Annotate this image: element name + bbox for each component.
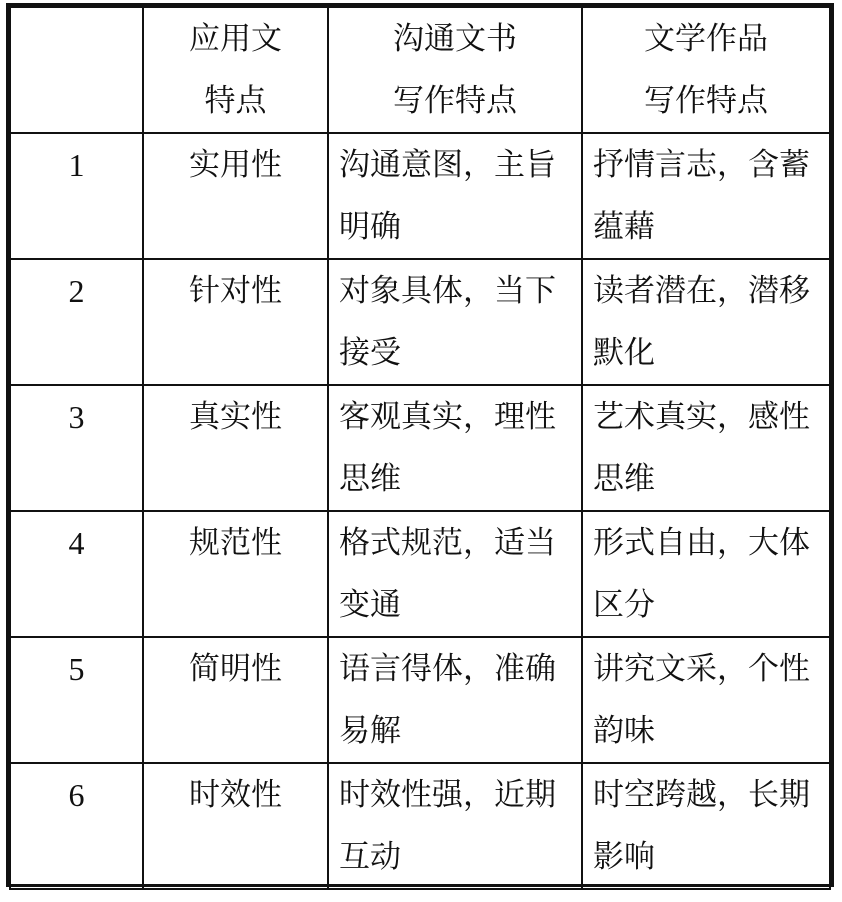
header-literature-line-1: 文学作品 xyxy=(644,21,768,57)
literature-line-2: 蕴藉 xyxy=(593,209,655,245)
communication-line-2: 接受 xyxy=(339,335,401,371)
header-literature-cell xyxy=(582,7,830,133)
header-feature-line-1: 应用文 xyxy=(189,21,282,57)
literature-line-1: 形式自由，大体 xyxy=(593,525,810,561)
row-communication-cell xyxy=(328,763,582,889)
row-feature-cell: 简明性 xyxy=(143,637,328,763)
row-index-cell: 6 xyxy=(10,763,143,889)
row-literature-cell xyxy=(582,259,830,385)
table-row xyxy=(10,511,830,637)
row-communication-cell xyxy=(328,637,582,763)
communication-line-2: 互动 xyxy=(339,839,401,875)
communication-line-1: 语言得体，准确 xyxy=(339,651,556,687)
header-communication-cell xyxy=(328,7,582,133)
literature-line-2: 韵味 xyxy=(593,713,655,749)
row-literature-cell xyxy=(582,133,830,259)
literature-line-1: 抒情言志，含蓄 xyxy=(593,147,810,183)
table-row xyxy=(10,385,830,511)
literature-line-1: 讲究文采，个性 xyxy=(593,651,810,687)
header-feature-line-2: 特点 xyxy=(204,83,267,119)
table-row xyxy=(10,259,830,385)
table-header-row xyxy=(10,7,830,133)
row-communication-cell xyxy=(328,259,582,385)
literature-line-1: 时空跨越，长期 xyxy=(593,777,810,813)
row-index-cell: 3 xyxy=(10,385,143,511)
row-feature-cell: 规范性 xyxy=(143,511,328,637)
table-row xyxy=(10,637,830,763)
literature-line-2: 区分 xyxy=(593,587,655,623)
communication-line-2: 变通 xyxy=(339,587,401,623)
row-communication-cell xyxy=(328,385,582,511)
literature-line-2: 思维 xyxy=(593,461,655,497)
header-feature-cell xyxy=(143,7,328,133)
row-communication-cell xyxy=(328,511,582,637)
row-feature-cell: 针对性 xyxy=(143,259,328,385)
header-communication-line-1: 沟通文书 xyxy=(393,21,517,57)
comparison-table-frame xyxy=(6,3,834,887)
communication-line-1: 时效性强，近期 xyxy=(339,777,556,813)
row-index-cell: 5 xyxy=(10,637,143,763)
row-literature-cell xyxy=(582,763,830,889)
row-feature-cell: 时效性 xyxy=(143,763,328,889)
comparison-table xyxy=(9,6,831,890)
row-feature-cell: 真实性 xyxy=(143,385,328,511)
communication-line-1: 沟通意图，主旨 xyxy=(339,147,556,183)
communication-line-1: 格式规范，适当 xyxy=(339,525,556,561)
header-communication-line-2: 写作特点 xyxy=(393,83,517,119)
row-communication-cell xyxy=(328,133,582,259)
communication-line-1: 客观真实，理性 xyxy=(339,399,556,435)
literature-line-1: 读者潜在，潜移 xyxy=(593,273,810,309)
literature-line-2: 影响 xyxy=(593,839,655,875)
header-literature-line-2: 写作特点 xyxy=(644,83,768,119)
row-feature-cell: 实用性 xyxy=(143,133,328,259)
row-literature-cell xyxy=(582,385,830,511)
table-row xyxy=(10,763,830,889)
row-index-cell: 4 xyxy=(10,511,143,637)
row-literature-cell xyxy=(582,511,830,637)
communication-line-2: 思维 xyxy=(339,461,401,497)
communication-line-1: 对象具体，当下 xyxy=(339,273,556,309)
row-index-cell: 2 xyxy=(10,259,143,385)
row-index-cell: 1 xyxy=(10,133,143,259)
literature-line-1: 艺术真实，感性 xyxy=(593,399,810,435)
literature-line-2: 默化 xyxy=(593,335,655,371)
communication-line-2: 易解 xyxy=(339,713,401,749)
row-literature-cell xyxy=(582,637,830,763)
header-index-cell xyxy=(10,7,143,133)
table-row xyxy=(10,133,830,259)
communication-line-2: 明确 xyxy=(339,209,401,245)
